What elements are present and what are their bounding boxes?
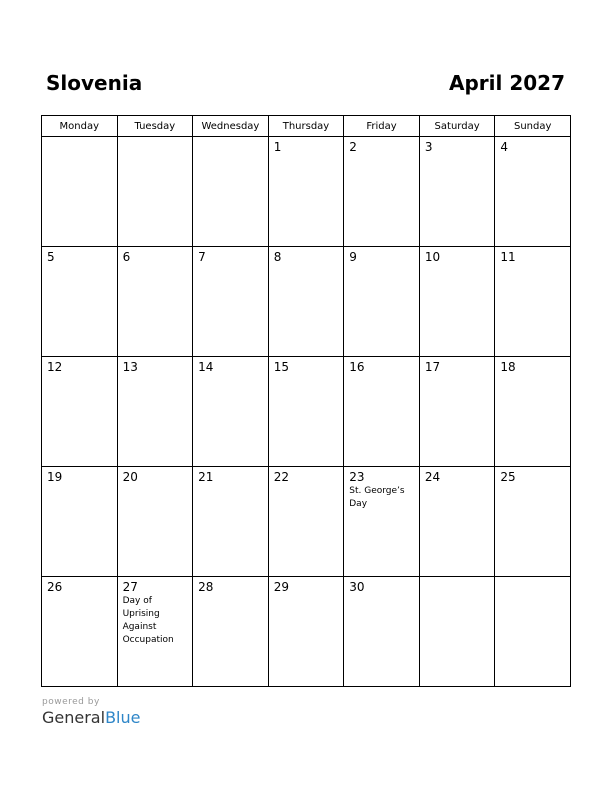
- day-number: 30: [349, 580, 365, 594]
- powered-by-text: powered by: [42, 697, 100, 707]
- day-cell: [344, 357, 420, 467]
- weekday-header: Tuesday: [117, 116, 193, 137]
- day-number: 5: [47, 250, 55, 264]
- brand-name-general: General: [42, 708, 106, 727]
- footer-branding: [42, 697, 140, 728]
- day-cell: [42, 247, 118, 357]
- week-row: [42, 247, 571, 357]
- day-cell: [495, 467, 571, 577]
- weekday-header: Monday: [42, 116, 118, 137]
- day-number: 28: [198, 580, 214, 594]
- day-cell: [419, 467, 495, 577]
- day-cell: [344, 577, 420, 687]
- day-cell: [193, 577, 269, 687]
- day-cell: [117, 137, 193, 247]
- day-cell: [268, 357, 344, 467]
- day-number: 29: [273, 580, 289, 594]
- day-number: 4: [500, 140, 509, 154]
- brand-logo[interactable]: [42, 708, 140, 728]
- day-number: 10: [424, 250, 441, 264]
- day-cell: [495, 247, 571, 357]
- week-row: [42, 577, 571, 687]
- weekday-header: Wednesday: [193, 116, 269, 137]
- day-number: [420, 577, 495, 580]
- day-number: 22: [273, 470, 289, 484]
- day-cell: [268, 467, 344, 577]
- day-number: 9: [349, 250, 357, 264]
- day-cell: [344, 247, 420, 357]
- day-number: 17: [424, 360, 441, 374]
- day-number: 20: [122, 470, 138, 484]
- weekday-header-row: [42, 116, 571, 137]
- country-title: Slovenia: [46, 71, 143, 95]
- day-cell: [42, 137, 118, 247]
- day-number: 13: [122, 360, 138, 374]
- day-cell: [419, 247, 495, 357]
- weekday-header: Sunday: [495, 116, 571, 137]
- day-cell: [268, 137, 344, 247]
- day-cell: [117, 577, 193, 687]
- day-cell: [495, 137, 571, 247]
- day-number: 14: [198, 360, 214, 374]
- day-number: 23: [349, 470, 365, 484]
- day-number: [193, 137, 268, 140]
- month-year-title: April 2027: [449, 71, 565, 95]
- day-cell: [495, 577, 571, 687]
- week-row: [42, 137, 571, 247]
- day-cell: [42, 467, 118, 577]
- day-cell: [193, 247, 269, 357]
- weekday-header: Thursday: [268, 116, 344, 137]
- day-number: 21: [198, 470, 214, 484]
- day-cell: [42, 357, 118, 467]
- day-number: 6: [122, 250, 131, 264]
- day-number: 18: [500, 360, 516, 374]
- day-cell: [344, 137, 420, 247]
- day-cell: [117, 247, 193, 357]
- day-cell: [419, 137, 495, 247]
- day-cell: [117, 357, 193, 467]
- day-number: 8: [273, 250, 282, 264]
- day-number: 26: [47, 580, 63, 594]
- brand-name-blue: Blue: [105, 708, 141, 727]
- day-cell: [419, 357, 495, 467]
- weekday-header: Friday: [344, 116, 420, 137]
- day-number: 7: [198, 250, 206, 264]
- day-number: 15: [273, 360, 289, 374]
- day-cell: [268, 247, 344, 357]
- day-number: 24: [424, 470, 441, 484]
- day-cell: [268, 577, 344, 687]
- day-number: [42, 137, 117, 140]
- holiday-label: St. George’s Day: [349, 486, 405, 509]
- day-number: 3: [424, 140, 433, 154]
- day-number: 11: [500, 250, 516, 264]
- day-cell: [344, 467, 420, 577]
- day-cell: [495, 357, 571, 467]
- day-cell: [419, 577, 495, 687]
- week-row: [42, 357, 571, 467]
- week-row: [42, 467, 571, 577]
- day-number: 1: [273, 140, 282, 154]
- day-cell: [193, 137, 269, 247]
- day-number: 27: [122, 580, 138, 594]
- day-number: 16: [349, 360, 365, 374]
- day-number: 19: [47, 470, 63, 484]
- day-cell: [117, 467, 193, 577]
- day-number: 25: [500, 470, 516, 484]
- holiday-label: Day of Uprising Against Occupation: [122, 596, 174, 645]
- day-number: [118, 137, 193, 140]
- day-cell: [193, 467, 269, 577]
- day-cell: [193, 357, 269, 467]
- day-number: [495, 577, 570, 580]
- calendar-grid: [41, 115, 571, 687]
- day-number: 12: [47, 360, 63, 374]
- day-number: 2: [349, 140, 357, 154]
- weekday-header: Saturday: [419, 116, 495, 137]
- day-cell: [42, 577, 118, 687]
